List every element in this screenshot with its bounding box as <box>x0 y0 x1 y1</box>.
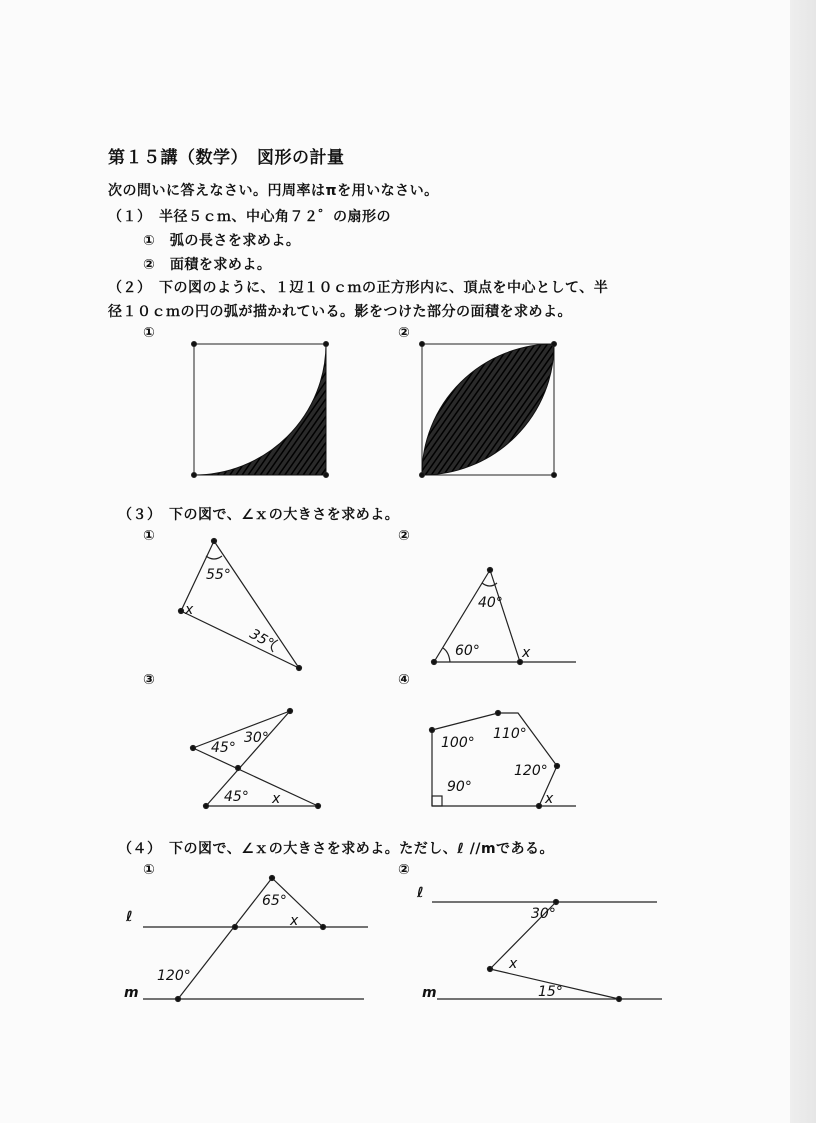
triangle-figure-1 <box>179 539 302 671</box>
angle-label: 45° <box>211 740 236 756</box>
square-figure-2 <box>420 342 557 478</box>
unknown-angle-x: x <box>185 602 194 618</box>
page-title: 第１５講（数学） 図形の計量 <box>108 148 345 168</box>
question-2-label-2: ② <box>398 325 411 341</box>
shaded-region-2 <box>422 344 554 475</box>
angle-label: 120° <box>514 763 548 779</box>
angle-label: 60° <box>455 643 480 659</box>
unknown-angle-x: x <box>290 913 299 929</box>
vertex-dot <box>192 342 197 347</box>
line-m-label: m <box>422 985 437 1001</box>
angle-label: 110° <box>493 726 527 742</box>
vertex-dot <box>552 342 557 347</box>
angle-label: 30° <box>531 906 556 922</box>
question-3-label-2: ② <box>398 528 411 544</box>
segment <box>193 748 318 806</box>
vertex-dot <box>420 473 425 478</box>
question-2-label-1: ① <box>143 325 156 341</box>
angle-arc <box>443 648 450 662</box>
line-l-label: ℓ <box>126 909 133 925</box>
question-1-item-1: ① 弧の長さを求めよ。 <box>143 233 301 249</box>
square-figure-1 <box>192 342 329 478</box>
line-m-label: m <box>124 985 139 1001</box>
question-3-label-4: ④ <box>398 672 411 688</box>
angle-arc <box>206 556 222 559</box>
question-4-label-1: ① <box>143 862 156 878</box>
question-4-label-2: ② <box>398 862 411 878</box>
instructions: 次の問いに答えなさい。円周率はπを用いなさい。 <box>108 183 439 199</box>
triangle-outline-1 <box>181 541 299 668</box>
angle-label: 100° <box>441 735 475 751</box>
angle-label: 15° <box>538 984 563 1000</box>
angle-label: 55° <box>206 567 231 583</box>
unknown-angle-x: x <box>545 791 554 807</box>
angle-label: 35° <box>246 626 277 653</box>
zigzag-figure-3 <box>191 709 321 809</box>
segment <box>193 711 290 748</box>
unknown-angle-x: x <box>509 956 518 972</box>
angle-label: 90° <box>447 779 472 795</box>
angle-label: 120° <box>157 968 191 984</box>
vertex-dot <box>324 342 329 347</box>
question-2-line-2: 径１０ｃｍの円の弧が描かれている。影をつけた部分の面積を求めよ。 <box>108 304 572 320</box>
unknown-angle-x: x <box>522 645 531 661</box>
right-angle-mark <box>432 796 442 806</box>
angle-label: 40° <box>478 595 503 611</box>
angle-label: 45° <box>224 789 249 805</box>
unknown-angle-x: x <box>272 791 281 807</box>
question-3-header: （３） 下の図で、∠ｘの大きさを求めよ。 <box>118 507 400 523</box>
question-3-label-3: ③ <box>143 672 156 688</box>
vertex-dot <box>552 473 557 478</box>
question-1-header: （１） 半径５ｃｍ、中心角７２゜の扇形の <box>108 209 391 225</box>
question-3-label-1: ① <box>143 528 156 544</box>
triangle-figure-2 <box>432 568 577 665</box>
vertex-dot <box>420 342 425 347</box>
question-2-line-1: （２） 下の図のように、１辺１０ｃｍの正方形内に、頂点を中心として、半 <box>108 280 609 296</box>
angle-label: 65° <box>262 893 287 909</box>
vertex-dot <box>192 473 197 478</box>
angle-label: 30° <box>244 730 269 746</box>
transversal <box>178 878 272 999</box>
line-l-label: ℓ <box>417 885 424 901</box>
vertex-dot <box>324 473 329 478</box>
question-4-header: （４） 下の図で、∠ｘの大きさを求めよ。ただし、ℓ //mである。 <box>118 841 555 857</box>
shaded-region-1 <box>194 344 326 475</box>
question-1-item-2: ② 面積を求めよ。 <box>143 257 272 273</box>
